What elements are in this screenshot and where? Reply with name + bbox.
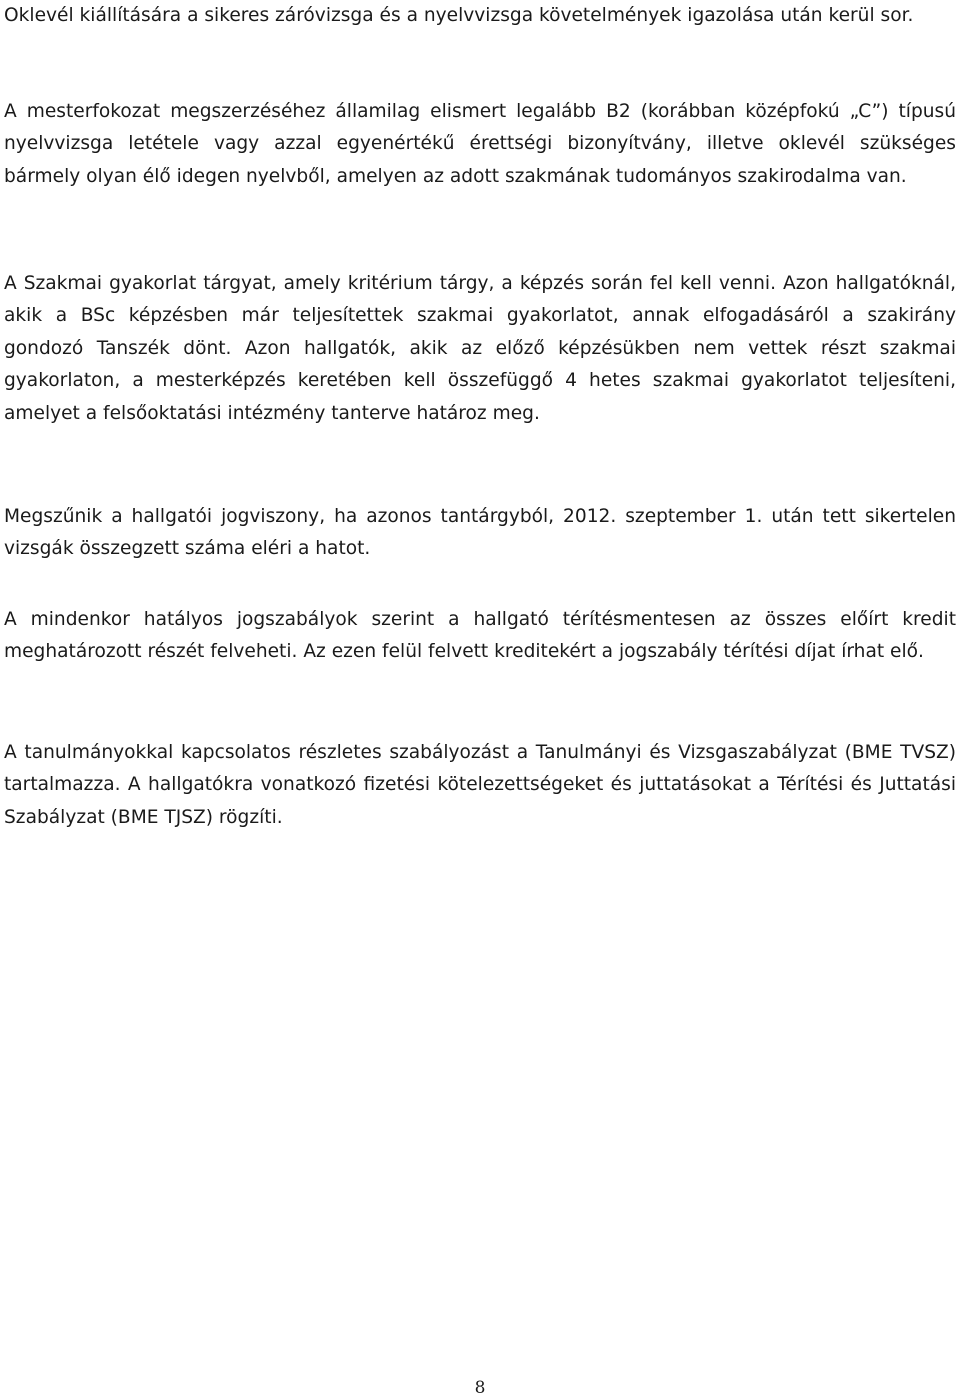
paragraph-student-status-termination: Megszűnik a hallgatói jogviszony, ha azonos tantárgyból, 2012. szeptember 1. után tett sikertelen vizsgák összegzett száma eléri a hatot. xyxy=(4,506,956,560)
paragraph-language-requirement: A mesterfokozat megszerzéséhez államilag elismert legalább B2 (korábban középfokú „C”) típusú nyelvvizsga letétele vagy azzal egyenértékű érettségi bizonyítvány, illetve oklevél szükséges bármely olyan élő idegen nyelvből, amelyen az adott szakmának tudományos szakirodalma van. xyxy=(4,101,956,187)
paragraph-credit-fees: A mindenkor hatályos jogszabályok szerint a hallgató térítésmentesen az összes előírt kredit meghatározott részét felveheti. Az ezen felül felvett kreditekért a jogszabály térítési díjat írhat elő. xyxy=(4,609,956,663)
page-number: 8 xyxy=(474,1378,486,1398)
paragraph-professional-practice: A Szakmai gyakorlat tárgyat, amely kritérium tárgy, a képzés során fel kell venni. Azon hallgatóknál, akik a BSc képzésben már teljesítettek szakmai gyakorlatot, annak elfogadásáról a szakirány gondozó Tanszék dönt. Azon hallgatók, akik az előző képzésükben nem vettek részt szakmai gyakorlaton, a mesterképzés keretében kell összefüggő 4 hetes szakmai gyakorlatot teljesíteni, amelyet a felsőoktatási intézmény tanterve határoz meg. xyxy=(4,273,956,424)
paragraph-regulations: A tanulmányokkal kapcsolatos részletes szabályozást a Tanulmányi és Vizsgaszabályzat (BME TVSZ) tartalmazza. A hallgatókra vonatkozó fizetési kötelezettségeket és juttatásokat a Térítési és Juttatási Szabályzat (BME TJSZ) rögzíti. xyxy=(4,742,956,828)
paragraph-diploma-issuance: Oklevél kiállítására a sikeres záróvizsga és a nyelvvizsga követelmények igazolása után kerül sor. xyxy=(4,5,914,26)
